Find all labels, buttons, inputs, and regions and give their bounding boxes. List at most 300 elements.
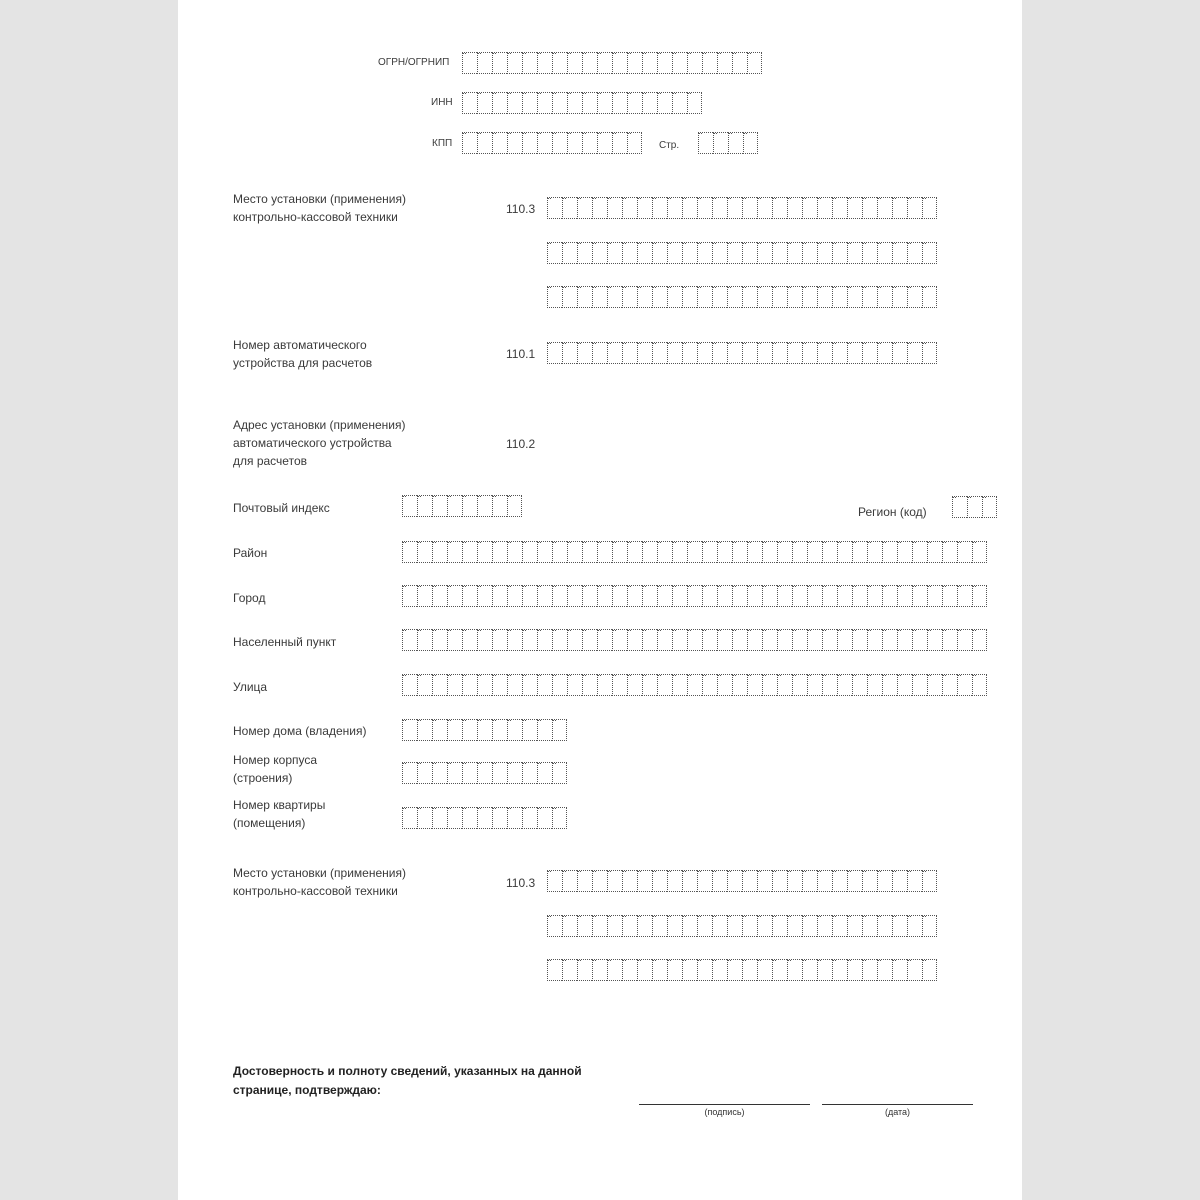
char-cell[interactable]: [627, 674, 642, 696]
char-cell[interactable]: [682, 242, 697, 264]
char-cell[interactable]: [402, 674, 417, 696]
char-cell[interactable]: [552, 674, 567, 696]
char-cell[interactable]: [507, 807, 522, 829]
char-cell[interactable]: [492, 541, 507, 563]
char-cell[interactable]: [942, 585, 957, 607]
char-cell[interactable]: [462, 495, 477, 517]
char-cell[interactable]: [432, 719, 447, 741]
char-cell[interactable]: [852, 541, 867, 563]
char-cell[interactable]: [552, 585, 567, 607]
char-cell[interactable]: [597, 92, 612, 114]
char-cell[interactable]: [742, 242, 757, 264]
page-number-field[interactable]: [698, 132, 758, 154]
char-cell[interactable]: [622, 915, 637, 937]
char-cell[interactable]: [567, 585, 582, 607]
char-cell[interactable]: [582, 629, 597, 651]
char-cell[interactable]: [757, 242, 772, 264]
char-cell[interactable]: [727, 915, 742, 937]
char-cell[interactable]: [622, 197, 637, 219]
char-cell[interactable]: [657, 92, 672, 114]
char-cell[interactable]: [757, 286, 772, 308]
char-cell[interactable]: [892, 959, 907, 981]
char-cell[interactable]: [657, 541, 672, 563]
char-cell[interactable]: [402, 495, 417, 517]
char-cell[interactable]: [577, 870, 592, 892]
char-cell[interactable]: [612, 132, 627, 154]
char-cell[interactable]: [687, 585, 702, 607]
char-cell[interactable]: [577, 242, 592, 264]
char-cell[interactable]: [477, 92, 492, 114]
char-cell[interactable]: [807, 585, 822, 607]
char-cell[interactable]: [492, 807, 507, 829]
char-cell[interactable]: [787, 197, 802, 219]
char-cell[interactable]: [622, 286, 637, 308]
char-cell[interactable]: [567, 92, 582, 114]
char-cell[interactable]: [597, 629, 612, 651]
char-cell[interactable]: [612, 674, 627, 696]
date-line[interactable]: [822, 1104, 973, 1105]
char-cell[interactable]: [847, 870, 862, 892]
char-cell[interactable]: [762, 585, 777, 607]
char-cell[interactable]: [432, 807, 447, 829]
char-cell[interactable]: [627, 132, 642, 154]
street-field[interactable]: [402, 674, 987, 696]
char-cell[interactable]: [772, 342, 787, 364]
char-cell[interactable]: [607, 242, 622, 264]
char-cell[interactable]: [907, 286, 922, 308]
char-cell[interactable]: [877, 915, 892, 937]
char-cell[interactable]: [712, 242, 727, 264]
kkt-place-field-1-row2[interactable]: [547, 242, 937, 264]
char-cell[interactable]: [972, 541, 987, 563]
char-cell[interactable]: [832, 342, 847, 364]
char-cell[interactable]: [942, 674, 957, 696]
char-cell[interactable]: [777, 674, 792, 696]
char-cell[interactable]: [447, 674, 462, 696]
char-cell[interactable]: [847, 342, 862, 364]
char-cell[interactable]: [627, 92, 642, 114]
char-cell[interactable]: [627, 629, 642, 651]
char-cell[interactable]: [522, 629, 537, 651]
kkt-place-field-2-row3[interactable]: [547, 959, 937, 981]
char-cell[interactable]: [402, 807, 417, 829]
char-cell[interactable]: [832, 242, 847, 264]
char-cell[interactable]: [772, 242, 787, 264]
char-cell[interactable]: [712, 959, 727, 981]
char-cell[interactable]: [402, 541, 417, 563]
region-code-field[interactable]: [952, 496, 997, 518]
char-cell[interactable]: [432, 762, 447, 784]
char-cell[interactable]: [562, 915, 577, 937]
char-cell[interactable]: [717, 629, 732, 651]
char-cell[interactable]: [477, 541, 492, 563]
char-cell[interactable]: [727, 959, 742, 981]
char-cell[interactable]: [862, 959, 877, 981]
char-cell[interactable]: [547, 286, 562, 308]
char-cell[interactable]: [552, 807, 567, 829]
char-cell[interactable]: [702, 629, 717, 651]
char-cell[interactable]: [892, 197, 907, 219]
char-cell[interactable]: [552, 541, 567, 563]
char-cell[interactable]: [747, 541, 762, 563]
char-cell[interactable]: [847, 197, 862, 219]
char-cell[interactable]: [832, 197, 847, 219]
char-cell[interactable]: [697, 915, 712, 937]
char-cell[interactable]: [907, 242, 922, 264]
char-cell[interactable]: [507, 495, 522, 517]
char-cell[interactable]: [642, 92, 657, 114]
char-cell[interactable]: [552, 52, 567, 74]
char-cell[interactable]: [817, 242, 832, 264]
char-cell[interactable]: [717, 674, 732, 696]
char-cell[interactable]: [537, 719, 552, 741]
char-cell[interactable]: [547, 915, 562, 937]
char-cell[interactable]: [552, 132, 567, 154]
char-cell[interactable]: [507, 132, 522, 154]
char-cell[interactable]: [892, 242, 907, 264]
char-cell[interactable]: [817, 197, 832, 219]
char-cell[interactable]: [622, 342, 637, 364]
char-cell[interactable]: [772, 915, 787, 937]
char-cell[interactable]: [743, 132, 758, 154]
char-cell[interactable]: [792, 629, 807, 651]
char-cell[interactable]: [787, 915, 802, 937]
char-cell[interactable]: [522, 807, 537, 829]
char-cell[interactable]: [713, 132, 728, 154]
char-cell[interactable]: [907, 959, 922, 981]
char-cell[interactable]: [612, 541, 627, 563]
char-cell[interactable]: [652, 342, 667, 364]
char-cell[interactable]: [877, 197, 892, 219]
char-cell[interactable]: [462, 674, 477, 696]
char-cell[interactable]: [507, 762, 522, 784]
char-cell[interactable]: [622, 959, 637, 981]
char-cell[interactable]: [682, 286, 697, 308]
char-cell[interactable]: [907, 915, 922, 937]
char-cell[interactable]: [507, 585, 522, 607]
char-cell[interactable]: [757, 959, 772, 981]
ogrn-field[interactable]: [462, 52, 762, 74]
char-cell[interactable]: [552, 719, 567, 741]
char-cell[interactable]: [507, 92, 522, 114]
char-cell[interactable]: [447, 762, 462, 784]
char-cell[interactable]: [697, 286, 712, 308]
char-cell[interactable]: [817, 870, 832, 892]
char-cell[interactable]: [867, 629, 882, 651]
char-cell[interactable]: [697, 242, 712, 264]
char-cell[interactable]: [697, 959, 712, 981]
char-cell[interactable]: [927, 629, 942, 651]
char-cell[interactable]: [772, 197, 787, 219]
char-cell[interactable]: [957, 541, 972, 563]
char-cell[interactable]: [447, 719, 462, 741]
char-cell[interactable]: [402, 719, 417, 741]
char-cell[interactable]: [792, 674, 807, 696]
char-cell[interactable]: [922, 870, 937, 892]
char-cell[interactable]: [592, 197, 607, 219]
char-cell[interactable]: [462, 629, 477, 651]
char-cell[interactable]: [582, 541, 597, 563]
char-cell[interactable]: [967, 496, 982, 518]
kkt-place-field-1-row3[interactable]: [547, 286, 937, 308]
char-cell[interactable]: [652, 286, 667, 308]
char-cell[interactable]: [672, 541, 687, 563]
char-cell[interactable]: [607, 870, 622, 892]
char-cell[interactable]: [432, 495, 447, 517]
char-cell[interactable]: [807, 629, 822, 651]
char-cell[interactable]: [972, 629, 987, 651]
inn-field[interactable]: [462, 92, 702, 114]
char-cell[interactable]: [597, 541, 612, 563]
char-cell[interactable]: [462, 52, 477, 74]
char-cell[interactable]: [957, 674, 972, 696]
char-cell[interactable]: [667, 286, 682, 308]
char-cell[interactable]: [912, 674, 927, 696]
char-cell[interactable]: [862, 242, 877, 264]
char-cell[interactable]: [747, 585, 762, 607]
char-cell[interactable]: [672, 674, 687, 696]
char-cell[interactable]: [562, 286, 577, 308]
char-cell[interactable]: [892, 286, 907, 308]
char-cell[interactable]: [717, 52, 732, 74]
char-cell[interactable]: [682, 915, 697, 937]
char-cell[interactable]: [907, 342, 922, 364]
char-cell[interactable]: [712, 197, 727, 219]
char-cell[interactable]: [492, 132, 507, 154]
char-cell[interactable]: [417, 807, 432, 829]
char-cell[interactable]: [742, 286, 757, 308]
char-cell[interactable]: [822, 585, 837, 607]
char-cell[interactable]: [817, 959, 832, 981]
char-cell[interactable]: [522, 92, 537, 114]
char-cell[interactable]: [607, 197, 622, 219]
char-cell[interactable]: [417, 495, 432, 517]
char-cell[interactable]: [612, 92, 627, 114]
char-cell[interactable]: [922, 959, 937, 981]
char-cell[interactable]: [537, 132, 552, 154]
char-cell[interactable]: [942, 541, 957, 563]
char-cell[interactable]: [612, 585, 627, 607]
char-cell[interactable]: [862, 915, 877, 937]
char-cell[interactable]: [577, 197, 592, 219]
char-cell[interactable]: [777, 541, 792, 563]
char-cell[interactable]: [627, 585, 642, 607]
char-cell[interactable]: [822, 629, 837, 651]
char-cell[interactable]: [537, 541, 552, 563]
char-cell[interactable]: [637, 959, 652, 981]
char-cell[interactable]: [552, 629, 567, 651]
char-cell[interactable]: [892, 342, 907, 364]
char-cell[interactable]: [802, 915, 817, 937]
char-cell[interactable]: [642, 585, 657, 607]
char-cell[interactable]: [582, 52, 597, 74]
char-cell[interactable]: [712, 870, 727, 892]
char-cell[interactable]: [957, 629, 972, 651]
char-cell[interactable]: [727, 286, 742, 308]
char-cell[interactable]: [682, 870, 697, 892]
char-cell[interactable]: [832, 286, 847, 308]
char-cell[interactable]: [802, 242, 817, 264]
char-cell[interactable]: [637, 342, 652, 364]
char-cell[interactable]: [922, 342, 937, 364]
char-cell[interactable]: [592, 959, 607, 981]
char-cell[interactable]: [637, 915, 652, 937]
char-cell[interactable]: [547, 870, 562, 892]
char-cell[interactable]: [702, 52, 717, 74]
char-cell[interactable]: [867, 585, 882, 607]
char-cell[interactable]: [728, 132, 743, 154]
char-cell[interactable]: [492, 92, 507, 114]
char-cell[interactable]: [547, 342, 562, 364]
char-cell[interactable]: [582, 674, 597, 696]
char-cell[interactable]: [682, 342, 697, 364]
char-cell[interactable]: [922, 915, 937, 937]
char-cell[interactable]: [802, 870, 817, 892]
char-cell[interactable]: [507, 629, 522, 651]
char-cell[interactable]: [667, 870, 682, 892]
char-cell[interactable]: [522, 719, 537, 741]
char-cell[interactable]: [477, 629, 492, 651]
char-cell[interactable]: [777, 629, 792, 651]
char-cell[interactable]: [462, 585, 477, 607]
char-cell[interactable]: [972, 585, 987, 607]
char-cell[interactable]: [687, 674, 702, 696]
char-cell[interactable]: [772, 870, 787, 892]
char-cell[interactable]: [877, 242, 892, 264]
char-cell[interactable]: [652, 915, 667, 937]
char-cell[interactable]: [757, 342, 772, 364]
char-cell[interactable]: [832, 959, 847, 981]
char-cell[interactable]: [537, 674, 552, 696]
char-cell[interactable]: [612, 52, 627, 74]
char-cell[interactable]: [567, 629, 582, 651]
char-cell[interactable]: [847, 959, 862, 981]
char-cell[interactable]: [927, 585, 942, 607]
char-cell[interactable]: [747, 52, 762, 74]
char-cell[interactable]: [727, 870, 742, 892]
char-cell[interactable]: [402, 762, 417, 784]
char-cell[interactable]: [697, 342, 712, 364]
char-cell[interactable]: [867, 674, 882, 696]
char-cell[interactable]: [837, 674, 852, 696]
char-cell[interactable]: [652, 870, 667, 892]
char-cell[interactable]: [922, 242, 937, 264]
district-field[interactable]: [402, 541, 987, 563]
char-cell[interactable]: [537, 585, 552, 607]
char-cell[interactable]: [592, 286, 607, 308]
char-cell[interactable]: [712, 286, 727, 308]
char-cell[interactable]: [892, 870, 907, 892]
city-field[interactable]: [402, 585, 987, 607]
char-cell[interactable]: [477, 674, 492, 696]
char-cell[interactable]: [567, 674, 582, 696]
char-cell[interactable]: [597, 674, 612, 696]
char-cell[interactable]: [682, 197, 697, 219]
char-cell[interactable]: [432, 674, 447, 696]
char-cell[interactable]: [817, 342, 832, 364]
char-cell[interactable]: [642, 674, 657, 696]
char-cell[interactable]: [462, 541, 477, 563]
char-cell[interactable]: [642, 541, 657, 563]
char-cell[interactable]: [907, 870, 922, 892]
kkt-place-field-1-row1[interactable]: [547, 197, 937, 219]
char-cell[interactable]: [882, 674, 897, 696]
char-cell[interactable]: [567, 541, 582, 563]
char-cell[interactable]: [462, 719, 477, 741]
char-cell[interactable]: [417, 629, 432, 651]
char-cell[interactable]: [727, 242, 742, 264]
char-cell[interactable]: [477, 132, 492, 154]
char-cell[interactable]: [637, 870, 652, 892]
char-cell[interactable]: [957, 585, 972, 607]
char-cell[interactable]: [597, 585, 612, 607]
char-cell[interactable]: [492, 629, 507, 651]
char-cell[interactable]: [822, 674, 837, 696]
char-cell[interactable]: [897, 629, 912, 651]
char-cell[interactable]: [817, 286, 832, 308]
char-cell[interactable]: [462, 92, 477, 114]
char-cell[interactable]: [537, 762, 552, 784]
char-cell[interactable]: [622, 870, 637, 892]
char-cell[interactable]: [477, 762, 492, 784]
char-cell[interactable]: [607, 286, 622, 308]
char-cell[interactable]: [462, 807, 477, 829]
char-cell[interactable]: [877, 342, 892, 364]
char-cell[interactable]: [637, 197, 652, 219]
char-cell[interactable]: [607, 959, 622, 981]
char-cell[interactable]: [807, 674, 822, 696]
char-cell[interactable]: [522, 52, 537, 74]
char-cell[interactable]: [897, 674, 912, 696]
kpp-field[interactable]: [462, 132, 642, 154]
char-cell[interactable]: [417, 719, 432, 741]
char-cell[interactable]: [592, 342, 607, 364]
char-cell[interactable]: [447, 541, 462, 563]
char-cell[interactable]: [547, 242, 562, 264]
char-cell[interactable]: [562, 342, 577, 364]
char-cell[interactable]: [727, 342, 742, 364]
char-cell[interactable]: [562, 242, 577, 264]
char-cell[interactable]: [402, 629, 417, 651]
char-cell[interactable]: [687, 541, 702, 563]
char-cell[interactable]: [732, 52, 747, 74]
char-cell[interactable]: [627, 541, 642, 563]
char-cell[interactable]: [742, 342, 757, 364]
char-cell[interactable]: [667, 915, 682, 937]
char-cell[interactable]: [862, 342, 877, 364]
char-cell[interactable]: [667, 959, 682, 981]
char-cell[interactable]: [637, 286, 652, 308]
device-number-field[interactable]: [547, 342, 937, 364]
char-cell[interactable]: [672, 585, 687, 607]
char-cell[interactable]: [712, 342, 727, 364]
char-cell[interactable]: [922, 197, 937, 219]
char-cell[interactable]: [802, 342, 817, 364]
char-cell[interactable]: [757, 915, 772, 937]
char-cell[interactable]: [597, 132, 612, 154]
char-cell[interactable]: [417, 541, 432, 563]
char-cell[interactable]: [547, 197, 562, 219]
char-cell[interactable]: [862, 286, 877, 308]
char-cell[interactable]: [597, 52, 612, 74]
char-cell[interactable]: [852, 629, 867, 651]
char-cell[interactable]: [907, 197, 922, 219]
char-cell[interactable]: [702, 674, 717, 696]
char-cell[interactable]: [582, 585, 597, 607]
char-cell[interactable]: [787, 870, 802, 892]
char-cell[interactable]: [642, 629, 657, 651]
char-cell[interactable]: [732, 541, 747, 563]
